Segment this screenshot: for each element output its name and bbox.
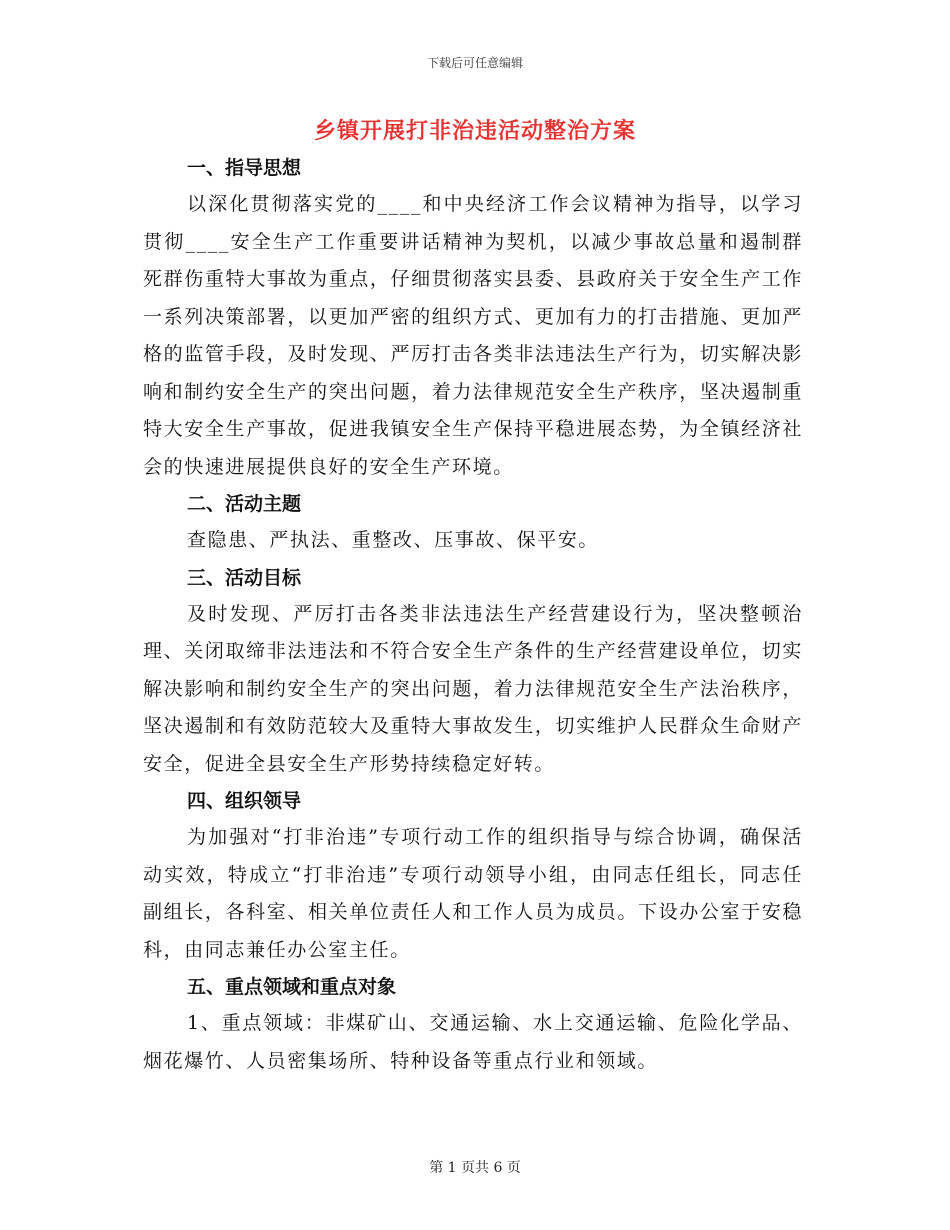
- section-heading: 二、活动主题: [187, 493, 302, 515]
- section-heading: 三、活动目标: [187, 566, 302, 589]
- section-paragraph: 及时发现、严厉打击各类非法违法生产经营建设行为，坚决整顿治理、关闭取缔非法违法和不符合安全生产条件的生产经营建设单位，切实解决影响和制约安全生产的突出问题，着力法律规范安全生产法治秩序，坚决遏制和有效防范较大及重特大事故发生，切实维护人民群众生命财产安全，促进全县安全生产形势持续稳定好转。: [143, 602, 803, 775]
- section-paragraph: 查隐患、严执法、重整改、压事故、保平安。: [187, 529, 600, 551]
- document-title: 乡镇开展打非治违活动整治方案: [313, 118, 636, 144]
- header-note: 下载后可任意编辑: [426, 56, 523, 70]
- section-heading: 五、重点领域和重点对象: [187, 976, 397, 998]
- section-paragraph: 为加强对“打非治违”专项行动工作的组织指导与综合协调，确保活动实效，特成立“打非治违”专项行动领导小组，由同志任组长，同志任副组长，各科室、相关单位责任人和工作人员为成员。下设办公室于安稳科，由同志兼任办公室主任。: [143, 826, 803, 961]
- section-paragraph: 以深化贯彻落实党的____和中央经济工作会议精神为指导，以学习贯彻____安全生产工作重要讲话精神为契机，以减少事故总量和遏制群死群伤重特大事故为重点，仔细贯彻落实县委、县政府关于安全生产工作一系列决策部署，以更加严密的组织方式、更加有力的打击措施、更加严格的监管手段，及时发现、严厉打击各类非法违法生产行为，切实解决影响和制约安全生产的突出问题，着力法律规范安全生产秩序，坚决遏制重特大安全生产事故，促进我镇安全生产保持平稳进展态势，为全镇经济社会的快速进展提供良好的安全生产环境。: [143, 193, 803, 478]
- section-heading: 四、组织领导: [187, 790, 302, 812]
- section-paragraph: 1、重点领域：非煤矿山、交通运输、水上交通运输、危险化学品、烟花爆竹、人员密集场所、特种设备等重点行业和领域。: [143, 1012, 803, 1072]
- page-footer: 第 1 页共 6 页: [429, 1160, 521, 1176]
- section-heading: 一、指导思想: [187, 157, 302, 179]
- document-body: [143, 150, 803, 1080]
